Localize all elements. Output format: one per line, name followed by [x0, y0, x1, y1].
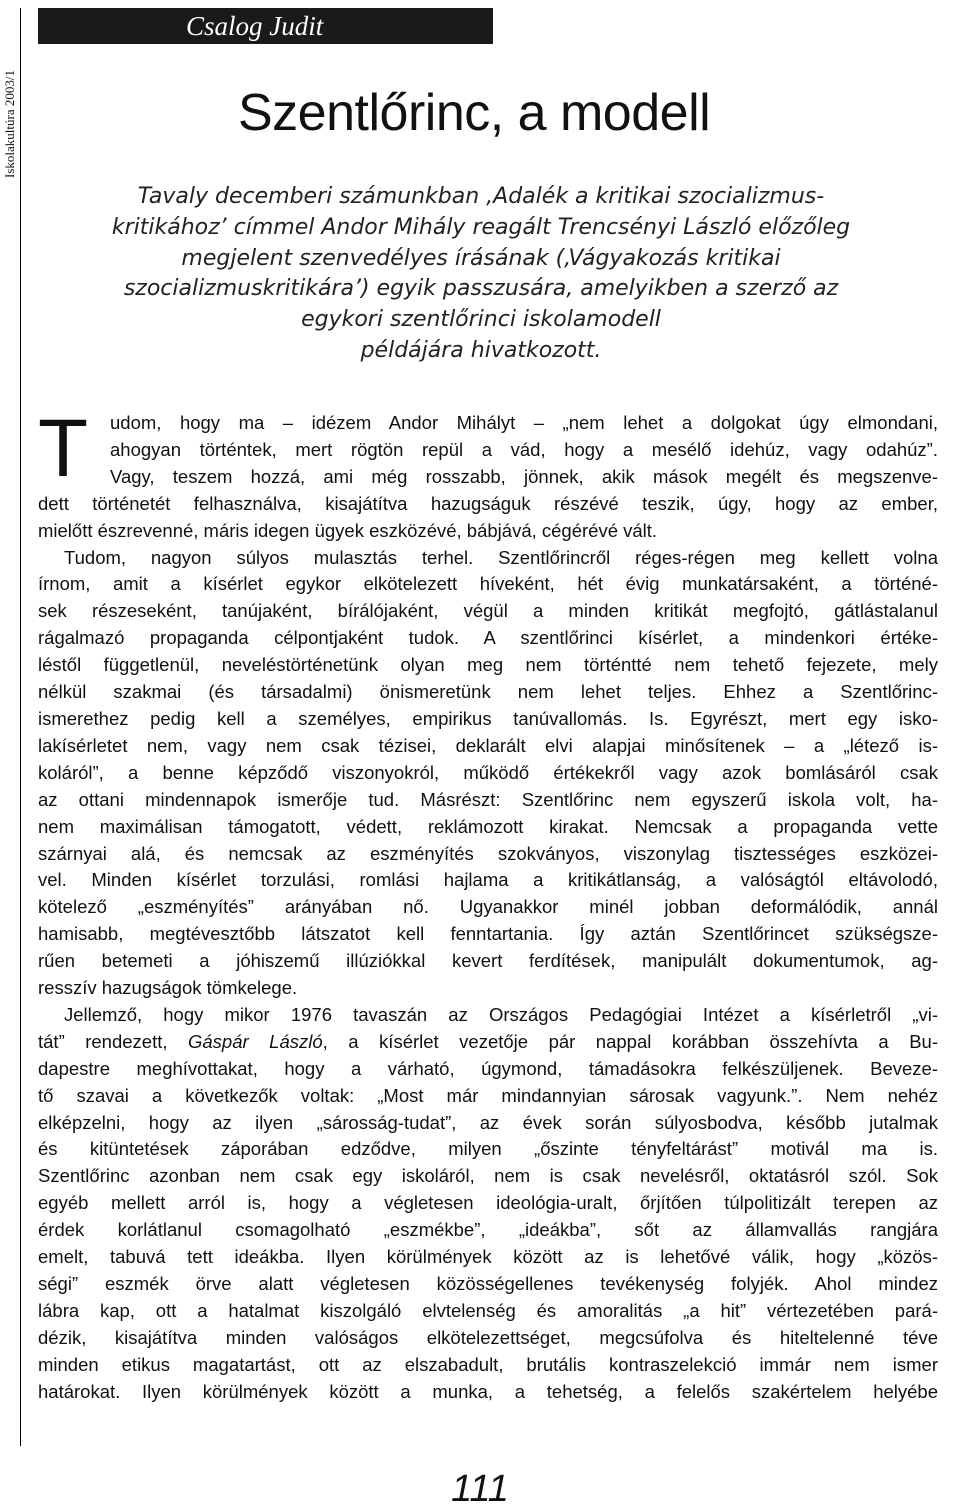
drop-cap: T [38, 403, 89, 494]
body-line: szárnyai alá, és nemcsak az eszményítés szokványos, viszonylag tisztességes eszközei- [38, 842, 938, 864]
body-line: ahogyan történtek, mert rögtön repül a vád, hogy a mesélő idehúz, vagy odahúz”. [110, 438, 938, 460]
running-head [0, 8, 21, 178]
body-line: koláról”, a benne képződő viszonyokról, működő értékekről vagy azok bomlásáról csak [38, 761, 938, 783]
body-line: Jellemző, hogy mikor 1976 tavaszán az Országos Pedagógiai Intézet a kísérletről „vi- [64, 1003, 938, 1025]
body-line: vel. Minden kísérlet torzulási, romlási hajlama a kritikátlanság, a valóságtól eltávolodó, [38, 869, 938, 891]
running-head-text: Iskolakultúra 2003/1 [2, 70, 17, 178]
body-line: érdek korlátlanul csomagolható „eszmékbe”, „ideákba”, sőt az államvallás rangjára [38, 1219, 938, 1241]
article-body [38, 403, 938, 1406]
lead-paragraph [42, 182, 920, 367]
author-banner [38, 8, 493, 44]
body-line: nem maximálisan támogatott, védett, reklámozott kirakat. Nemcsak a propaganda vette [38, 815, 938, 837]
person-name-emphasis: Gáspár László [188, 1030, 323, 1052]
page-number: 111 [451, 1468, 509, 1510]
lead-line: példájára hivatkozott. [360, 337, 602, 363]
body-line: dett történetét felhasználva, kisajátítva hazugságuk részévé teszik, úgy, hogy az ember, [38, 492, 938, 514]
lead-line: kritikához’ címmel Andor Mihály reagált Trencsényi László előzőleg [111, 214, 851, 240]
body-line: dézik, kisajátítva minden valóságos elkötelezettséget, megcsúfolva és hiteltelenné téve [38, 1326, 938, 1348]
lead-line: szocializmuskritikára’) egyik passzusára, amelyikben a szerző az [123, 276, 839, 302]
body-line: udom, hogy ma – idézem Andor Mihályt – „nem lehet a dolgokat úgy elmondani, [110, 412, 938, 433]
body-line: minden etikus magatartást, ott az elszabadult, brutális kontraszelekció immár nem ismer [38, 1353, 938, 1375]
body-line: tő szavai a következők voltak: „Most már mindannyian sárosak vagyunk.”. Nem nehéz [38, 1084, 938, 1106]
body-line: mielőtt észrevenné, máris idegen ügyek eszközévé, bábjává, cégérévé vált. [38, 519, 658, 541]
lead-line: Tavaly decemberi számunkban ‚Adalék a kritikai szocializmus- [137, 184, 825, 209]
lead-line: egykori szentlőrinci iskolamodell [301, 307, 661, 333]
body-line: rágalmazó propaganda célpontjaként tudok. A szentlőrinci kísérlet, a mindenkori értéke- [38, 627, 938, 649]
body-line: határokat. Ilyen körülmények között a munka, a tehetség, a felelős szakértelem helyébe [38, 1380, 938, 1402]
body-line: írnom, amit a kísérlet egykor elkötelezett híveként, hét évig munkatársaként, a történé- [38, 573, 938, 595]
body-line: nélkül szakmai (és társadalmi) önismeretünk nem lehet teljes. Ehhez a Szentlőrinc- [38, 681, 938, 703]
body-line: ismerethez pedig kell a személyes, empirikus tanúvallomás. Is. Egyrészt, mert egy isko- [38, 707, 938, 729]
body-line: hamisabb, megtévesztőbb látszatot kell fenntartania. Így aztán Szentlőrincet szükségsze- [38, 923, 938, 945]
body-line: ségi” eszmék örve alatt végletesen közösségellenes tevékenység folyjék. Ahol mindez [38, 1273, 938, 1294]
body-line: dapestre meghívottakat, hogy a várható, úgymond, támadásokra felkészüljenek. Beveze- [38, 1057, 938, 1079]
body-line: elképzelni, hogy az ilyen „sárosság-tudat”, az évek során súlyosbodva, később jutalmak [38, 1111, 938, 1133]
article-title: Szentlőrinc, a modell [238, 84, 711, 142]
body-line: és kitüntetések záporában edződve, milyen „őszinte tényfeltárást” motivál ma is. [38, 1138, 938, 1160]
body-line: léstől függetlenül, neveléstörténetünk olyan meg nem történtté nem tehető fejezete, mely [38, 654, 938, 676]
body-line: Tudom, nagyon súlyos mulasztás terhel. Szentlőrincről réges-régen meg kellett volna [64, 546, 938, 568]
body-line: emelt, tabuvá tett ideákba. Ilyen körülmények között az is lehetővé válik, hogy „közös- [38, 1246, 938, 1268]
body-line: lakísérletet nem, vagy nem csak tézisei, deklarált elvi alapjai minősítenek – a „létező is- [38, 734, 938, 756]
body-line: tát” rendezett, Gáspár László, a kísérlet vezetője pár nappal korábban összehívta a Bu- [38, 1030, 938, 1052]
body-line: lábra kap, ott a hatalmat kiszolgáló elvtelenség és amoralitás „a hit” vértezetében pará- [38, 1299, 938, 1321]
body-line: resszív hazugságok tömkelege. [38, 977, 298, 999]
body-line: az ottani mindennapok ismerője tud. Másrészt: Szentlőrinc nem egyszerű iskola volt, ha- [38, 788, 938, 810]
body-line: rűen betemeti a jóhiszemű illúziókkal kevert ferdítések, manipulált dokumentumok, ag- [38, 950, 938, 972]
body-line: kötelező „eszményítés” arányában nő. Ugyanakkor minél jobban deformálódik, annál [38, 896, 938, 918]
lead-line: megjelent szenvedélyes írásának (‚Vágyakozás kritikai [181, 245, 781, 271]
body-line: egyéb mellett arról is, hogy a végletesen ideológia-uralt, őrjítően túlpolitizált terepen az [38, 1192, 938, 1214]
margin-rule [20, 178, 21, 1446]
body-line: Vagy, teszem hozzá, ami még rosszabb, jönnek, akik mások megélt és megszenve- [110, 465, 938, 487]
body-line: sek részeseként, tanújaként, bírálójaként, végül a minden kritikát megfojtó, gátlástalanul [38, 600, 938, 622]
body-line: Szentlőrinc azonban nem csak egy iskoláról, nem is csak nevelésről, oktatásról szól. Sok [38, 1165, 938, 1187]
author-name: Csalog Judit [186, 11, 324, 41]
